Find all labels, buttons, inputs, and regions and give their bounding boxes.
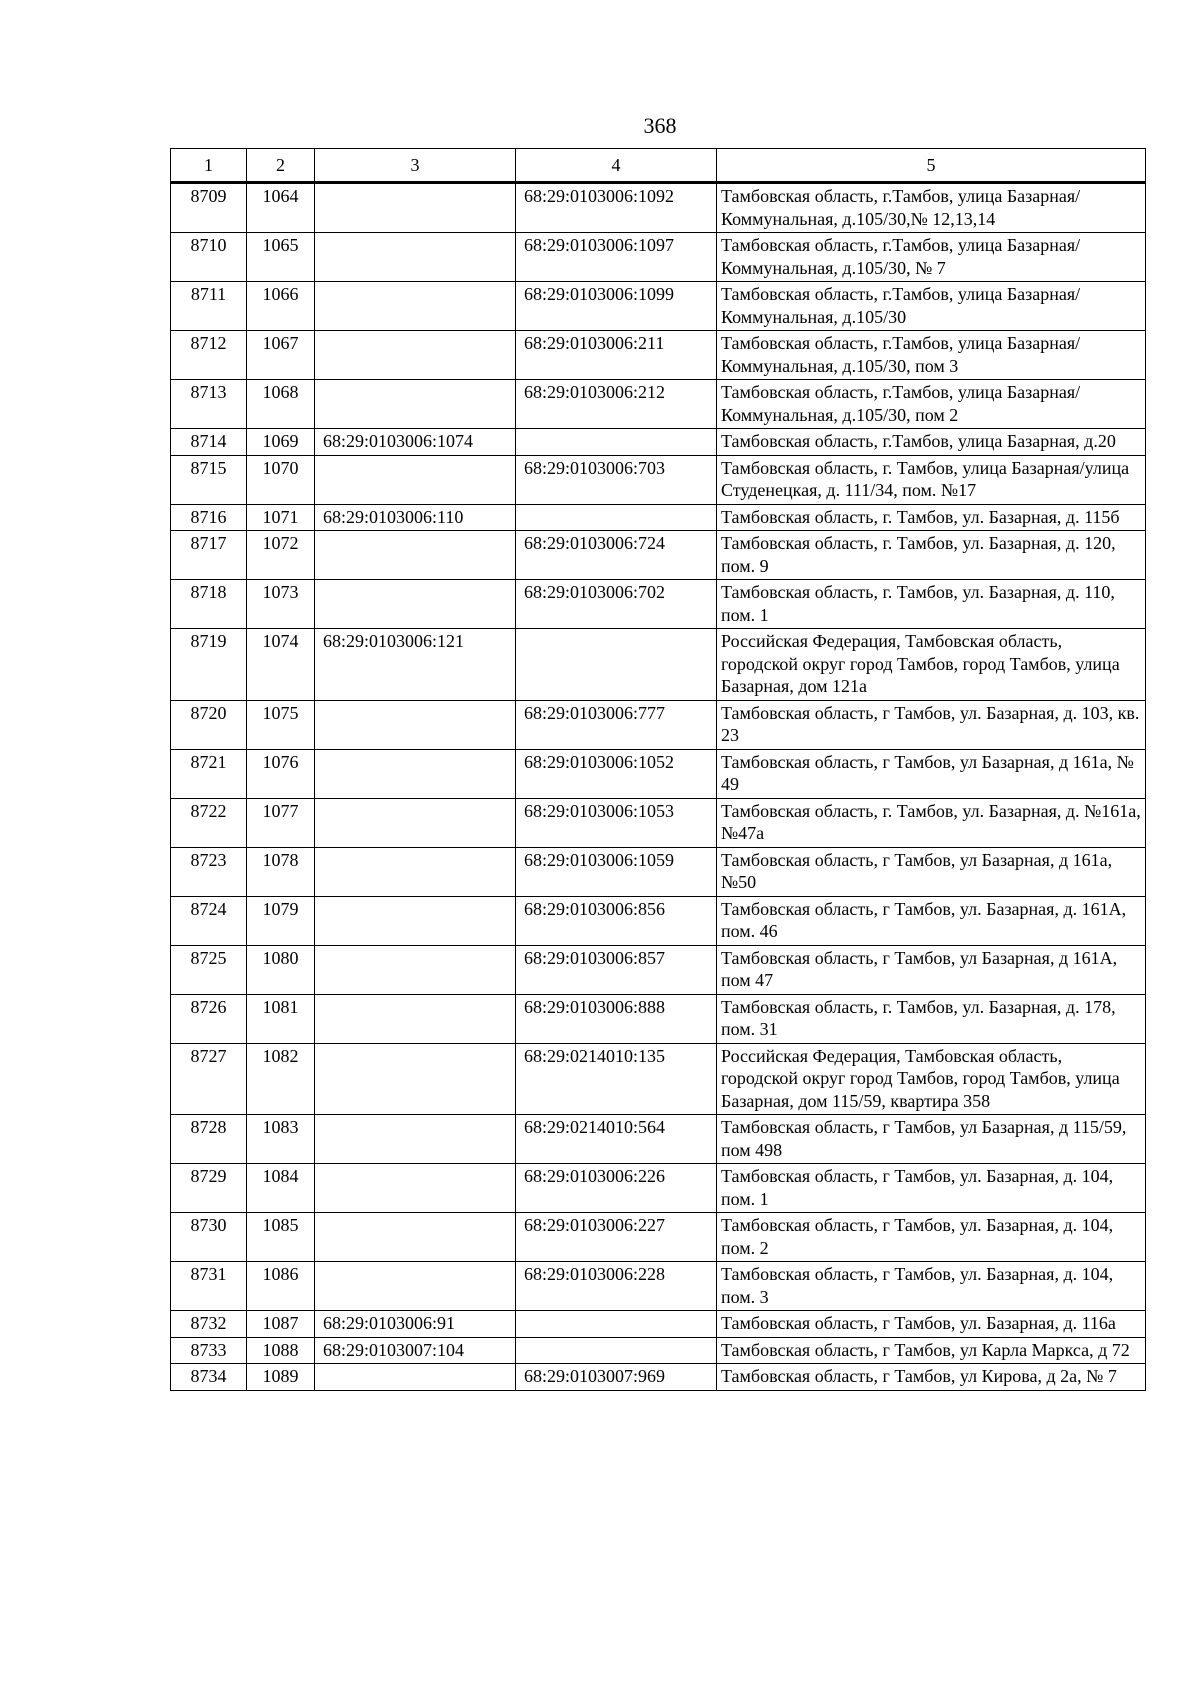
row-number-cell: 8715 xyxy=(171,455,247,504)
cadastral-number-land-cell xyxy=(315,183,516,233)
table-row xyxy=(171,945,1146,994)
row-number-cell: 8716 xyxy=(171,504,247,531)
address-cell: Тамбовская область, г Тамбов, ул. Базарная, д. 116а xyxy=(717,1311,1146,1338)
cadastral-number-land-cell xyxy=(315,1262,516,1311)
address-cell: Тамбовская область, г Тамбов, ул. Базарная, д. 104, пом. 1 xyxy=(717,1164,1146,1213)
cadastral-number-object-cell: 68:29:0103006:1092 xyxy=(516,183,717,233)
table-row xyxy=(171,700,1146,749)
cadastral-number-object-cell xyxy=(516,429,717,456)
item-number-cell: 1075 xyxy=(247,700,315,749)
item-number-cell: 1080 xyxy=(247,945,315,994)
cadastral-number-land-cell xyxy=(315,749,516,798)
item-number-cell: 1087 xyxy=(247,1311,315,1338)
address-cell: Тамбовская область, г. Тамбов, ул. Базарная, д. 120, пом. 9 xyxy=(717,531,1146,580)
item-number-cell: 1085 xyxy=(247,1213,315,1262)
table-row xyxy=(171,183,1146,233)
address-cell: Тамбовская область, г.Тамбов, улица Базарная/Коммунальная, д.105/30, пом 2 xyxy=(717,380,1146,429)
table-row xyxy=(171,429,1146,456)
table-row xyxy=(171,994,1146,1043)
row-number-cell: 8710 xyxy=(171,233,247,282)
cadastral-number-object-cell xyxy=(516,504,717,531)
row-number-cell: 8712 xyxy=(171,331,247,380)
table-row xyxy=(171,1337,1146,1364)
row-number-cell: 8721 xyxy=(171,749,247,798)
cadastral-number-land-cell xyxy=(315,331,516,380)
address-cell: Тамбовская область, г.Тамбов, улица Базарная/Коммунальная, д.105/30,№ 12,13,14 xyxy=(717,183,1146,233)
row-number-cell: 8720 xyxy=(171,700,247,749)
cadastral-number-land-cell xyxy=(315,380,516,429)
cadastral-number-land-cell xyxy=(315,945,516,994)
cadastral-number-land-cell xyxy=(315,531,516,580)
item-number-cell: 1064 xyxy=(247,183,315,233)
cadastral-number-land-cell xyxy=(315,1213,516,1262)
cadastral-number-object-cell: 68:29:0103006:227 xyxy=(516,1213,717,1262)
item-number-cell: 1071 xyxy=(247,504,315,531)
table-row xyxy=(171,504,1146,531)
item-number-cell: 1081 xyxy=(247,994,315,1043)
cadastral-number-object-cell: 68:29:0103007:969 xyxy=(516,1364,717,1391)
item-number-cell: 1069 xyxy=(247,429,315,456)
row-number-cell: 8728 xyxy=(171,1115,247,1164)
cadastral-number-land-cell xyxy=(315,700,516,749)
address-cell: Тамбовская область, г. Тамбов, ул. Базарная, д. 178, пом. 31 xyxy=(717,994,1146,1043)
item-number-cell: 1079 xyxy=(247,896,315,945)
table-row xyxy=(171,580,1146,629)
cadastral-number-land-cell xyxy=(315,580,516,629)
cadastral-number-object-cell xyxy=(516,629,717,701)
cadastral-number-object-cell: 68:29:0103006:212 xyxy=(516,380,717,429)
item-number-cell: 1068 xyxy=(247,380,315,429)
table-row xyxy=(171,1311,1146,1338)
cadastral-number-object-cell: 68:29:0103006:1099 xyxy=(516,282,717,331)
cadastral-number-land-cell xyxy=(315,455,516,504)
item-number-cell: 1078 xyxy=(247,847,315,896)
table-header xyxy=(171,149,1146,183)
cadastral-number-land-cell xyxy=(315,233,516,282)
item-number-cell: 1084 xyxy=(247,1164,315,1213)
address-cell: Тамбовская область, г Тамбов, ул Базарная, д 161А, пом 47 xyxy=(717,945,1146,994)
cadastral-number-land-cell xyxy=(315,282,516,331)
address-cell: Тамбовская область, г. Тамбов, улица Базарная/улица Студенецкая, д. 111/34, пом. №17 xyxy=(717,455,1146,504)
table-row xyxy=(171,847,1146,896)
address-cell: Российская Федерация, Тамбовская область, городской округ город Тамбов, город Тамбов, улица Базарная, дом 121а xyxy=(717,629,1146,701)
cadastral-number-object-cell xyxy=(516,1311,717,1338)
cadastral-number-object-cell: 68:29:0103006:1052 xyxy=(516,749,717,798)
row-number-cell: 8709 xyxy=(171,183,247,233)
row-number-cell: 8719 xyxy=(171,629,247,701)
table-row xyxy=(171,455,1146,504)
address-cell: Тамбовская область, г.Тамбов, улица Базарная/Коммунальная, д.105/30 xyxy=(717,282,1146,331)
table-row xyxy=(171,1364,1146,1391)
cadastral-number-land-cell xyxy=(315,1043,516,1115)
row-number-cell: 8729 xyxy=(171,1164,247,1213)
table-row xyxy=(171,1043,1146,1115)
table-row xyxy=(171,749,1146,798)
cadastral-number-object-cell: 68:29:0103006:724 xyxy=(516,531,717,580)
cadastral-number-land-cell xyxy=(315,798,516,847)
row-number-cell: 8713 xyxy=(171,380,247,429)
header-row xyxy=(171,149,1146,183)
cadastral-number-object-cell: 68:29:0214010:135 xyxy=(516,1043,717,1115)
cadastral-number-land-cell: 68:29:0103006:110 xyxy=(315,504,516,531)
item-number-cell: 1088 xyxy=(247,1337,315,1364)
cadastral-number-land-cell: 68:29:0103006:121 xyxy=(315,629,516,701)
table-body xyxy=(171,183,1146,1391)
row-number-cell: 8733 xyxy=(171,1337,247,1364)
address-cell: Российская Федерация, Тамбовская область, городской округ город Тамбов, город Тамбов, улица Базарная, дом 115/59, квартира 358 xyxy=(717,1043,1146,1115)
cadastral-number-object-cell: 68:29:0103006:1097 xyxy=(516,233,717,282)
header-col-1: 1 xyxy=(171,149,247,183)
cadastral-number-object-cell: 68:29:0103006:856 xyxy=(516,896,717,945)
row-number-cell: 8714 xyxy=(171,429,247,456)
row-number-cell: 8718 xyxy=(171,580,247,629)
cadastral-number-land-cell xyxy=(315,994,516,1043)
address-cell: Тамбовская область, г Тамбов, ул Базарная, д 115/59, пом 498 xyxy=(717,1115,1146,1164)
table-row xyxy=(171,798,1146,847)
address-cell: Тамбовская область, г Тамбов, ул Базарная, д 161а, №50 xyxy=(717,847,1146,896)
table-row xyxy=(171,531,1146,580)
cadastral-number-object-cell: 68:29:0103006:226 xyxy=(516,1164,717,1213)
address-cell: Тамбовская область, г.Тамбов, улица Базарная, д.20 xyxy=(717,429,1146,456)
address-cell: Тамбовская область, г. Тамбов, ул. Базарная, д. 110, пом. 1 xyxy=(717,580,1146,629)
table-row xyxy=(171,1164,1146,1213)
item-number-cell: 1066 xyxy=(247,282,315,331)
row-number-cell: 8731 xyxy=(171,1262,247,1311)
property-table xyxy=(170,148,1146,1391)
row-number-cell: 8711 xyxy=(171,282,247,331)
cadastral-number-object-cell: 68:29:0103006:857 xyxy=(516,945,717,994)
header-col-2: 2 xyxy=(247,149,315,183)
cadastral-number-land-cell: 68:29:0103007:104 xyxy=(315,1337,516,1364)
item-number-cell: 1074 xyxy=(247,629,315,701)
cadastral-number-land-cell: 68:29:0103006:1074 xyxy=(315,429,516,456)
table-row xyxy=(171,1262,1146,1311)
address-cell: Тамбовская область, г.Тамбов, улица Базарная/Коммунальная, д.105/30, пом 3 xyxy=(717,331,1146,380)
address-cell: Тамбовская область, г Тамбов, ул. Базарная, д. 104, пом. 2 xyxy=(717,1213,1146,1262)
cadastral-number-land-cell xyxy=(315,847,516,896)
row-number-cell: 8734 xyxy=(171,1364,247,1391)
address-cell: Тамбовская область, г. Тамбов, ул. Базарная, д. №161а, №47а xyxy=(717,798,1146,847)
item-number-cell: 1082 xyxy=(247,1043,315,1115)
item-number-cell: 1070 xyxy=(247,455,315,504)
item-number-cell: 1073 xyxy=(247,580,315,629)
row-number-cell: 8725 xyxy=(171,945,247,994)
address-cell: Тамбовская область, г Тамбов, ул. Базарная, д. 103, кв. 23 xyxy=(717,700,1146,749)
address-cell: Тамбовская область, г Тамбов, ул Базарная, д 161а, № 49 xyxy=(717,749,1146,798)
cadastral-number-object-cell: 68:29:0103006:703 xyxy=(516,455,717,504)
table-row xyxy=(171,380,1146,429)
item-number-cell: 1067 xyxy=(247,331,315,380)
cadastral-number-object-cell: 68:29:0103006:888 xyxy=(516,994,717,1043)
cadastral-number-object-cell: 68:29:0103006:702 xyxy=(516,580,717,629)
row-number-cell: 8732 xyxy=(171,1311,247,1338)
cadastral-number-object-cell: 68:29:0103006:1053 xyxy=(516,798,717,847)
property-table-container xyxy=(170,148,1145,1391)
cadastral-number-land-cell xyxy=(315,1164,516,1213)
address-cell: Тамбовская область, г Тамбов, ул Кирова, д 2а, № 7 xyxy=(717,1364,1146,1391)
header-col-4: 4 xyxy=(516,149,717,183)
table-row xyxy=(171,629,1146,701)
cadastral-number-land-cell: 68:29:0103006:91 xyxy=(315,1311,516,1338)
row-number-cell: 8723 xyxy=(171,847,247,896)
item-number-cell: 1086 xyxy=(247,1262,315,1311)
item-number-cell: 1076 xyxy=(247,749,315,798)
row-number-cell: 8727 xyxy=(171,1043,247,1115)
page-number: 368 xyxy=(643,113,677,138)
cadastral-number-land-cell xyxy=(315,1115,516,1164)
address-cell: Тамбовская область, г.Тамбов, улица Базарная/Коммунальная, д.105/30, № 7 xyxy=(717,233,1146,282)
item-number-cell: 1072 xyxy=(247,531,315,580)
cadastral-number-object-cell: 68:29:0103006:211 xyxy=(516,331,717,380)
address-cell: Тамбовская область, г. Тамбов, ул. Базарная, д. 115б xyxy=(717,504,1146,531)
row-number-cell: 8730 xyxy=(171,1213,247,1262)
table-row xyxy=(171,1115,1146,1164)
cadastral-number-object-cell: 68:29:0103006:1059 xyxy=(516,847,717,896)
table-row xyxy=(171,282,1146,331)
header-col-3: 3 xyxy=(315,149,516,183)
table-row xyxy=(171,331,1146,380)
cadastral-number-land-cell xyxy=(315,1364,516,1391)
row-number-cell: 8726 xyxy=(171,994,247,1043)
item-number-cell: 1089 xyxy=(247,1364,315,1391)
address-cell: Тамбовская область, г Тамбов, ул. Базарная, д. 161А, пом. 46 xyxy=(717,896,1146,945)
table-row xyxy=(171,896,1146,945)
address-cell: Тамбовская область, г Тамбов, ул. Базарная, д. 104, пом. 3 xyxy=(717,1262,1146,1311)
header-col-5: 5 xyxy=(717,149,1146,183)
item-number-cell: 1065 xyxy=(247,233,315,282)
cadastral-number-land-cell xyxy=(315,896,516,945)
table-row xyxy=(171,1213,1146,1262)
row-number-cell: 8724 xyxy=(171,896,247,945)
row-number-cell: 8717 xyxy=(171,531,247,580)
item-number-cell: 1083 xyxy=(247,1115,315,1164)
cadastral-number-object-cell: 68:29:0214010:564 xyxy=(516,1115,717,1164)
cadastral-number-object-cell: 68:29:0103006:777 xyxy=(516,700,717,749)
table-row xyxy=(171,233,1146,282)
cadastral-number-object-cell xyxy=(516,1337,717,1364)
cadastral-number-object-cell: 68:29:0103006:228 xyxy=(516,1262,717,1311)
address-cell: Тамбовская область, г Тамбов, ул Карла Маркса, д 72 xyxy=(717,1337,1146,1364)
item-number-cell: 1077 xyxy=(247,798,315,847)
row-number-cell: 8722 xyxy=(171,798,247,847)
